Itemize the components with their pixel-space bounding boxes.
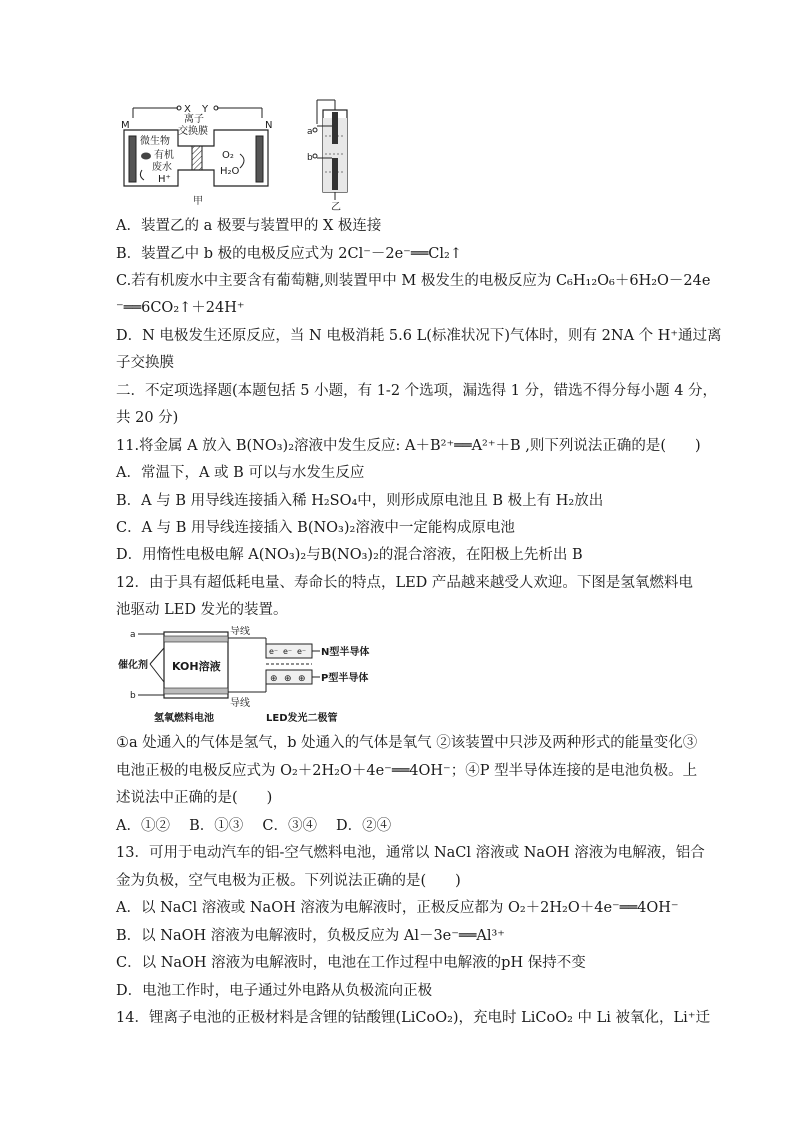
membrane-label-line2: 交换膜	[178, 126, 208, 137]
electrode-n-label: N	[265, 120, 273, 131]
q13-option-c: C．以 NaOH 溶液为电解液时，电池在工作过程中电解液的pH 保持不变	[116, 955, 586, 971]
microbe-label: 微生物	[140, 136, 170, 147]
q10-option-c-line1: C.若有机废水中主要含有葡萄糖,则装置甲中 M 极发生的电极反应为 C₆H₁₂O₆＋6H₂O－24e	[116, 273, 711, 289]
q13-option-b: B．以 NaOH 溶液为电解液时，负极反应为 Al－3e⁻══Al³⁺	[116, 928, 505, 944]
q11-option-a: A．常温下，A 或 B 可以与水发生反应	[116, 465, 365, 481]
q13-option-a: A．以 NaCl 溶液或 NaOH 溶液为电解液时，正极反应都为 O₂＋2H₂O＋4e⁻══4OH⁻	[116, 900, 679, 916]
microbe-icon	[141, 153, 151, 160]
q11-option-b: B．A 与 B 用导线连接插入稀 H₂SO₄中，则形成原电池且 B 极上有 H₂放出	[116, 493, 604, 509]
section2-heading-line2: 共 20 分)	[116, 410, 179, 426]
electrode-b-label: b	[307, 153, 313, 163]
o2-label: O₂	[222, 150, 234, 161]
electron-symbol-1: e⁻	[269, 647, 279, 656]
n-type-label: N型半导体	[321, 647, 370, 658]
organic-label-line2: 废水	[152, 162, 172, 173]
q12-statement-line3: 述说法中正确的是( )	[116, 790, 273, 806]
section2-heading-line1: 二．不定项选择题(本题包括 5 小题，有 1-2 个选项，漏选得 1 分，错选不得分每小题 4 分，	[116, 383, 718, 399]
led-caption: LED发光二极管	[266, 713, 338, 724]
fuel-cell-caption: 氢氧燃料电池	[154, 713, 214, 724]
electrode-m-label: M	[121, 120, 130, 131]
caption-yi: 乙	[331, 202, 341, 212]
caption-jia: 甲	[193, 196, 203, 207]
q10-option-b: B．装置乙中 b 极的电极反应式为 2Cl⁻－2e⁻══Cl₂↑	[116, 246, 462, 262]
hole-symbol-1: ⊕	[270, 674, 278, 684]
apparatus-yi-figure	[305, 96, 365, 212]
terminal-y-label: Y	[202, 104, 209, 115]
terminal-x-label: X	[184, 104, 191, 115]
fuel-cell-led-figure	[116, 626, 386, 726]
o2-arrow-icon	[240, 154, 244, 168]
q13-stem-line2: 金为负极，空气电极为正极。下列说法正确的是( )	[116, 873, 461, 889]
hole-symbol-3: ⊕	[298, 674, 306, 684]
hole-symbol-2: ⊕	[284, 674, 292, 684]
q11-stem: 11.将金属 A 放入 B(NO₃)₂溶液中发生反应: A＋B²⁺══A²⁺＋B ,则下列说法正确的是( )	[116, 438, 701, 454]
q10-option-d-line2: 子交换膜	[116, 355, 174, 371]
wire-top-label: 导线	[230, 626, 250, 637]
h2o-label: H₂O	[220, 166, 240, 177]
koh-solution-label: KOH溶液	[172, 660, 221, 673]
q13-stem-line1: 13．可用于电动汽车的铝-空气燃料电池，通常以 NaCl 溶液或 NaOH 溶液为电解液，铝合	[116, 845, 705, 861]
q12-stem-line1: 12．由于具有超低耗电量、寿命长的特点，LED 产品越来越受人欢迎。下图是氢氧燃料电	[116, 575, 693, 591]
q11-option-c: C．A 与 B 用导线连接插入 B(NO₃)₂溶液中一定能构成原电池	[116, 520, 515, 536]
q10-option-c-line2: ⁻══6CO₂↑＋24H⁺	[116, 300, 245, 316]
apparatus-jia-figure	[116, 100, 281, 208]
h-ion-label: H⁺	[158, 174, 171, 185]
q12-options: A．①② B．①③ C．③④ D．②④	[116, 818, 392, 834]
q10-option-a: A．装置乙的 a 极要与装置甲的 X 极连接	[116, 218, 382, 234]
wire-bottom-label: 导线	[230, 698, 250, 709]
gas-inlet-a-label: a	[130, 630, 136, 640]
membrane-label-line1: 离子	[184, 114, 204, 125]
q12-stem-line2: 池驱动 LED 发光的装置。	[116, 602, 288, 618]
catalyst-label: 催化剂	[118, 660, 148, 671]
p-type-label: P型半导体	[321, 673, 369, 684]
electron-symbol-3: e⁻	[297, 647, 307, 656]
electron-symbol-2: e⁻	[283, 647, 293, 656]
q13-option-d: D．电池工作时，电子通过外电路从负极流向正极	[116, 983, 433, 999]
q11-option-d: D．用惰性电极电解 A(NO₃)₂与B(NO₃)₂的混合溶液，在阳极上先析出 B	[116, 547, 583, 563]
electrode-a-label: a	[307, 127, 313, 137]
organic-label-line1: 有机	[154, 150, 174, 161]
cycle-arrow-icon	[140, 170, 144, 180]
q12-statement-line2: 电池正极的电极反应式为 O₂＋2H₂O＋4e⁻══4OH⁻；④P 型半导体连接的是电池负极。上	[116, 763, 698, 779]
gas-inlet-b-label: b	[130, 691, 136, 701]
q14-stem-line1: 14．锂离子电池的正极材料是含锂的钴酸锂(LiCoO₂)，充电时 LiCoO₂ 中 Li 被氧化，Li⁺迁	[116, 1010, 710, 1026]
q10-option-d-line1: D．N 电极发生还原反应，当 N 电极消耗 5.6 L(标准状况下)气体时，则有 2NA 个 H⁺通过离	[116, 328, 722, 344]
q12-statement-line1: ①a 处通入的气体是氢气，b 处通入的气体是氧气 ②该装置中只涉及两种形式的能量变化③	[116, 735, 698, 751]
